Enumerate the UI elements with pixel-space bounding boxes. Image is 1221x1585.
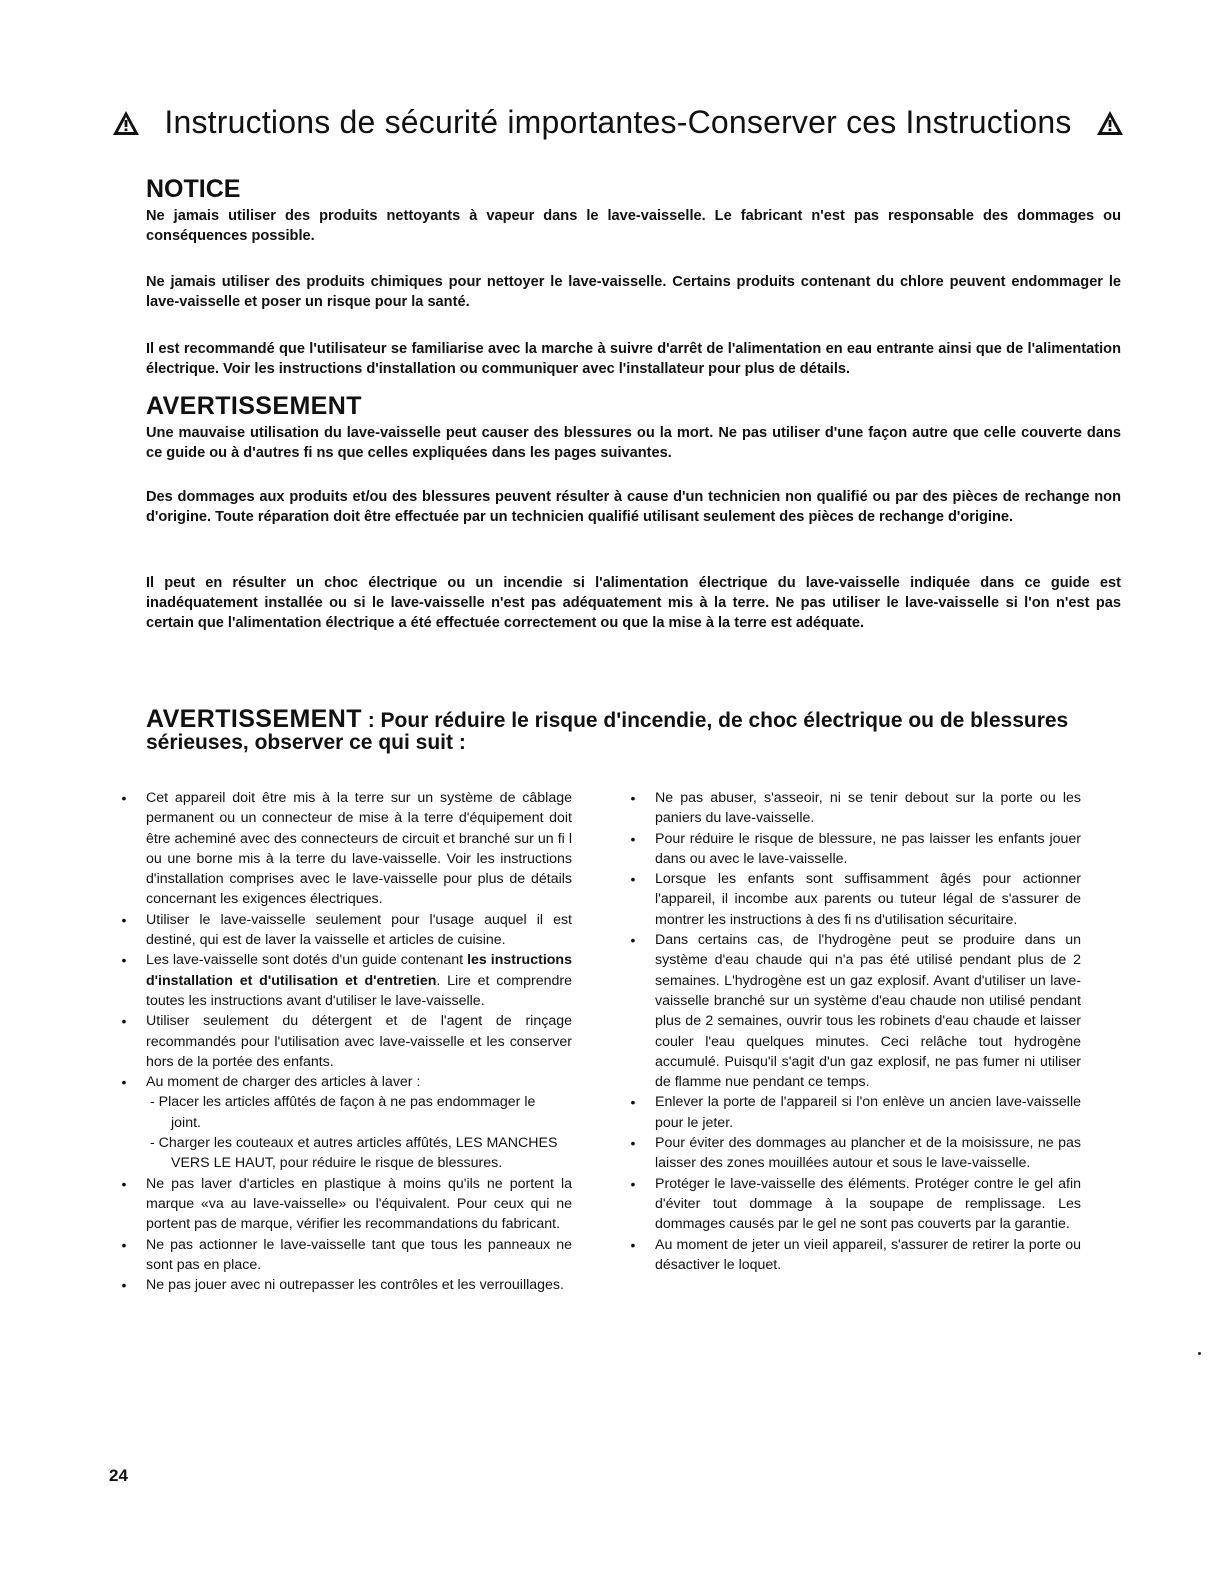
page-title: Instructions de sécurité importantes-Conserver ces Instructions <box>164 104 1072 140</box>
warning-paragraph-1: Une mauvaise utilisation du lave-vaisselle peut causer des blessures ou la mort. Ne pas utiliser d'une façon autre que celle couverte dans ce guide ou à d'autres fi ns que celles expliquées dans les pages suivantes. <box>146 425 1121 461</box>
list-item <box>118 1275 572 1295</box>
bullet: • <box>121 911 127 928</box>
bullet: • <box>630 1175 636 1192</box>
bullet: • <box>121 1013 127 1030</box>
notice-paragraph-1: Ne jamais utiliser des produits nettoyants à vapeur dans le lave-vaisselle. Le fabricant n'est pas responsable des dommages ou conséquences possible. <box>146 208 1121 244</box>
sub-item-text: - Placer les articles affûtés de façon à ne pas endommager le <box>150 1094 536 1111</box>
notice-section <box>146 176 1121 202</box>
list-item <box>627 1174 1081 1235</box>
list-item-text: Lorsque les enfants sont suffisamment âgés pour actionner l'appareil, il incombe aux parents ou tuteur légal de s'assurer de montrer les instructions à des fi ns d'utilisation sécuritaire. <box>655 871 1081 928</box>
bullet: • <box>121 1277 127 1294</box>
list-item <box>118 1072 572 1173</box>
safety-warning-heading <box>146 705 1106 754</box>
right-safety-list <box>627 788 1081 1275</box>
bullet: • <box>630 932 636 949</box>
warning-heading: AVERTISSEMENT <box>146 392 362 420</box>
list-item-bold-text: les instructions d'installation et d'utilisation et d'entretien <box>146 952 572 989</box>
list-item <box>627 869 1081 930</box>
list-item-text: Ne pas abuser, s'asseoir, ni se tenir debout sur la porte ou les paniers du lave-vaisselle. <box>655 790 1081 827</box>
safety-warning-text: : Pour réduire le risque d'incendie, de choc électrique ou de blessures sérieuses, observer ce qui suit : <box>146 709 1069 754</box>
sub-item <box>146 1092 572 1133</box>
warning-paragraph-1-block <box>146 423 1121 463</box>
list-item-text: Protéger le lave-vaisselle des éléments. Protéger contre le gel afin d'éviter tout dommage à la soupape de remplissage. Les dommages causés par le gel ne sont pas couverts par la garantie. <box>655 1175 1081 1233</box>
list-item-text: Ne pas laver d'articles en plastique à moins qu'ils ne portent la marque «va au lave-vaisselle» ou l'équivalent. Pour ceux qui ne portent pas de marque, vérifier les recommandations du fabricant. <box>146 1175 572 1233</box>
bullet: • <box>121 790 127 806</box>
warning-triangle-icon <box>1096 110 1124 136</box>
bullet: • <box>630 1236 636 1253</box>
list-item <box>627 1133 1081 1174</box>
list-item-text: Dans certains cas, de l'hydrogène peut se produire dans un système d'eau chaude qui n'a pas été utilisé pendant plus de 2 semaines. L'hydrogène est un gaz explosif. Avant d'utiliser un lave-vaisselle branché sur un système d'eau chaude non utilisé pendant plus de 2 semaines, ouvrir tous les robinets d'eau chaude et laisser couler l'eau quelques minutes. Ceci relâche tout hydrogène accumulé. Puisqu'il s'agit d'un gaz explosif, ne pas fumer ni utiliser de flamme nue pendant ce temps. <box>655 932 1081 1091</box>
sub-item <box>146 1133 572 1174</box>
notice-paragraph-3-block <box>146 339 1121 379</box>
list-item-text: Utiliser le lave-vaisselle seulement pour l'usage auquel il est destiné, qui est de laver la vaisselle et articles de cuisine. <box>146 911 572 949</box>
warning-paragraph-3: Il peut en résulter un choc électrique ou un incendie si l'alimentation électrique du lave-vaisselle indiquée dans ce guide est inadéquatement installée ou si le lave-vaisselle n'est pas adéquatement mis à la terre. Ne pas utiliser le lave-vaisselle si l'on n'est pas certain que l'alimentation électrique a été effectuée correctement ou que la mise à la terre est adéquate. <box>146 575 1121 631</box>
bullet: • <box>121 1074 127 1091</box>
notice-paragraph-1-block <box>146 206 1121 246</box>
list-item <box>118 788 572 910</box>
list-item-text: Ne pas jouer avec ni outrepasser les contrôles et les verrouillages. <box>146 1277 564 1294</box>
list-item-text: Les lave-vaisselle sont dotés d'un guide contenant <box>146 952 468 969</box>
notice-paragraph-2-block <box>146 272 1121 312</box>
notice-paragraph-2: Ne jamais utiliser des produits chimiques pour nettoyer le lave-vaisselle. Certains produits contenant du chlore peuvent endommager le lave-vaisselle et poser un risque pour la santé. <box>146 274 1121 310</box>
warning-paragraph-2: Des dommages aux produits et/ou des blessures peuvent résulter à cause d'un technicien non qualifié ou par des pièces de rechange non d'origine. Toute réparation doit être effectuée par un technicien qualifié utilisant seulement des pièces de rechange d'origine. <box>146 489 1121 525</box>
page-number: 24 <box>109 1466 128 1485</box>
warning-triangle-icon <box>112 110 140 136</box>
bullet: • <box>121 1236 127 1253</box>
list-item-text: Pour éviter des dommages au plancher et de la moisissure, ne pas laisser des zones mouillées autour et sous le lave-vaisselle. <box>655 1135 1081 1172</box>
bullet: • <box>121 1175 127 1192</box>
notice-heading: NOTICE <box>146 175 241 203</box>
list-item-text: Ne pas actionner le lave-vaisselle tant que tous les panneaux ne sont pas en place. <box>146 1236 572 1273</box>
list-item <box>118 1174 572 1235</box>
list-item <box>118 1235 572 1276</box>
sub-item-text: - Charger les couteaux et autres articles affûtés, LES MANCHES <box>150 1135 558 1152</box>
bullet: • <box>121 952 127 969</box>
title-row <box>112 104 1124 141</box>
list-item <box>627 829 1081 870</box>
list-item <box>118 950 572 1011</box>
list-item-text: Cet appareil doit être mis à la terre sur un système de câblage permanent ou un connecteur de mise à la terre d'équipement doit être acheminé avec des connecteurs de circuit et branché sur un fi l ou une borne mis à la terre du lave-vaisselle. Voir les instructions d'installation comprises avec le lave-vaisselle pour plus de détails concernant les exigences électriques. <box>146 790 572 908</box>
bullet: • <box>630 830 636 847</box>
sub-item-text: VERS LE HAUT, pour réduire le risque de blessures. <box>171 1155 503 1172</box>
warning-paragraph-3-block <box>146 573 1121 633</box>
warning-section <box>146 393 1121 419</box>
notice-paragraph-3: Il est recommandé que l'utilisateur se familiarise avec la marche à suivre d'arrêt de l'alimentation en eau entrante ainsi que de l'alimentation électrique. Voir les instructions d'installation ou communiquer avec l'installateur pour plus de détails. <box>146 341 1121 377</box>
left-safety-list <box>118 788 572 1295</box>
list-item <box>118 1011 572 1072</box>
list-item <box>627 1092 1081 1133</box>
list-item <box>118 910 572 951</box>
bullet: • <box>630 1094 636 1111</box>
scan-speck <box>1198 1352 1201 1355</box>
warning-paragraph-2-block <box>146 487 1121 527</box>
bullet: • <box>630 790 636 806</box>
safety-warning-lead: AVERTISSEMENT <box>146 705 362 733</box>
bullet: • <box>630 871 636 888</box>
list-item <box>627 1235 1081 1276</box>
bullet: • <box>630 1135 636 1152</box>
list-item <box>627 930 1081 1092</box>
list-item-text: Au moment de jeter un vieil appareil, s'assurer de retirer la porte ou désactiver le loquet. <box>655 1236 1081 1273</box>
list-item-text: Pour réduire le risque de blessure, ne pas laisser les enfants jouer dans ou avec le lave-vaisselle. <box>655 830 1081 867</box>
list-item-text: Au moment de charger des articles à laver : <box>146 1074 421 1091</box>
list-item-text: Utiliser seulement du détergent et de l'agent de rinçage recommandés pour l'utilisation avec lave-vaisselle et les conserver hors de la portée des enfants. <box>146 1013 572 1070</box>
list-item-text: . Lire et comprendre toutes les instructions avant d'utiliser le lave-vaisselle. <box>146 972 572 1009</box>
list-item <box>627 788 1081 829</box>
list-item-text: Enlever la porte de l'appareil si l'on enlève un ancien lave-vaisselle pour le jeter. <box>655 1094 1081 1131</box>
sub-item-text: joint. <box>171 1114 201 1131</box>
